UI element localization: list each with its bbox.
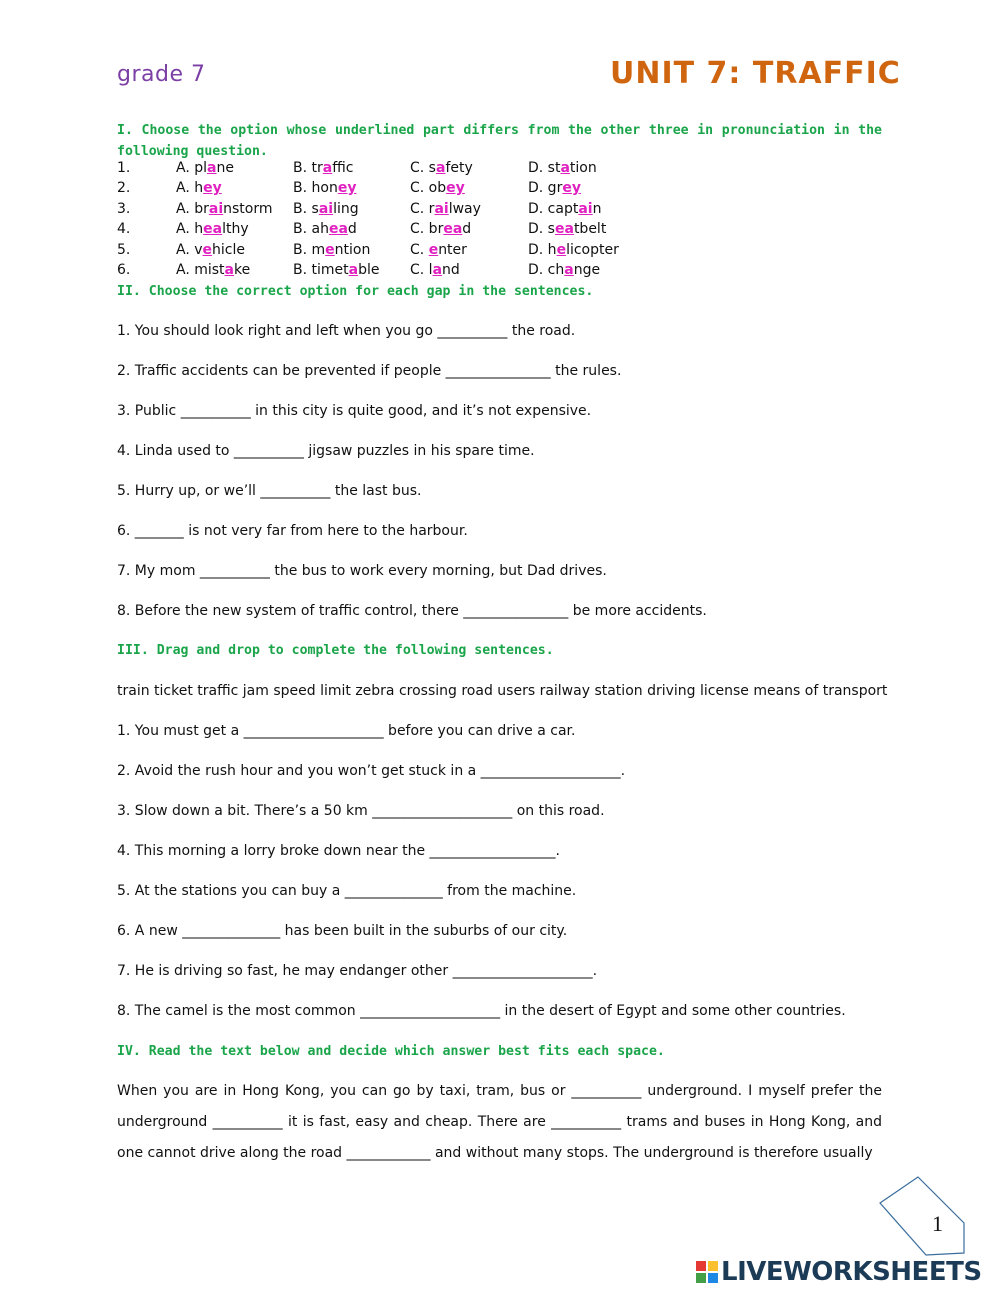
underlined-part: ea	[443, 221, 463, 238]
option-a: A. brainstorm	[176, 200, 273, 217]
option-d: D. seatbelt	[528, 221, 607, 238]
underlined-part: ai	[208, 200, 224, 217]
option-a: A. plane	[176, 160, 234, 176]
option-a: A. vehicle	[176, 241, 245, 258]
s3-sentence-8: 8. The camel is the most common ____________________ in the desert of Egypt and some other countries.	[117, 1003, 846, 1019]
section-1-title: I. Choose the option whose underlined part differs from the other three in pronunciation in the following question.	[117, 123, 882, 159]
s2-sentence-3: 3. Public __________ in this city is quite good, and it’s not expensive.	[117, 403, 592, 419]
option-b: B. traffic	[293, 160, 354, 176]
underlined-part: ai	[434, 200, 449, 217]
option-b: B. timetable	[293, 262, 380, 278]
s2-sentence-1: 1. You should look right and left when you go __________ the road.	[117, 323, 576, 339]
underlined-part: ai	[578, 200, 593, 217]
underlined-part: ea	[554, 221, 574, 238]
option-c: C. land	[410, 262, 460, 278]
s3-sentence-6: 6. A new ______________ has been built in the suburbs of our city.	[117, 923, 568, 939]
underlined-part: e	[325, 241, 335, 258]
option-d: D. station	[528, 160, 597, 176]
logo-mark-icon	[696, 1261, 718, 1283]
reading-passage: When you are in Hong Kong, you can go by taxi, tram, bus or __________ underground. I myself prefer the underground __________ it is fast, easy and cheap. There are __________ trams and buses in Hong Kong, and one cannot drive along the road ____________ and without many stops. The underground is therefore usually	[117, 1083, 882, 1161]
unit-title: UNIT 7: TRAFFIC	[610, 56, 901, 91]
section-4-title: IV. Read the text below and decide which answer best fits each space.	[117, 1044, 665, 1059]
liveworksheets-logo	[696, 1257, 982, 1287]
s3-sentence-7: 7. He is driving so fast, he may endanger other ____________________.	[117, 963, 598, 979]
underlined-part: a	[432, 262, 443, 278]
underlined-part: ey	[337, 180, 357, 197]
option-a: A. healthy	[176, 221, 249, 238]
underlined-part: a	[322, 160, 333, 176]
row-number: 3.	[117, 200, 131, 217]
s2-sentence-2: 2. Traffic accidents can be prevented if people _______________ the rules.	[117, 363, 622, 379]
underlined-part: e	[428, 241, 439, 258]
row-number: 4.	[117, 221, 131, 238]
s2-sentence-8: 8. Before the new system of traffic control, there _______________ be more accidents.	[117, 603, 707, 619]
underlined-part: e	[556, 241, 567, 258]
underlined-part: a	[207, 160, 217, 176]
s2-sentence-7: 7. My mom __________ the bus to work every morning, but Dad drives.	[117, 563, 607, 579]
option-b: B. ahead	[293, 221, 357, 238]
s3-sentence-4: 4. This morning a lorry broke down near the __________________.	[117, 843, 560, 859]
option-c: C. obey	[410, 180, 465, 197]
option-d: D. helicopter	[528, 241, 619, 258]
option-c: C. safety	[410, 160, 473, 176]
option-c: C. bread	[410, 221, 472, 238]
option-d: D. captain	[528, 200, 602, 217]
underlined-part: ea	[203, 221, 223, 238]
section-3-title: III. Drag and drop to complete the following sentences.	[117, 643, 554, 658]
underlined-part: ai	[318, 200, 334, 217]
row-number: 2.	[117, 180, 131, 197]
row-number: 1.	[117, 160, 131, 176]
option-c: C. enter	[410, 241, 467, 258]
option-d: D. change	[528, 262, 601, 278]
option-a: A. hey	[176, 180, 222, 197]
s3-sentence-1: 1. You must get a ____________________ before you can drive a car.	[117, 723, 576, 739]
grade-label: grade 7	[117, 62, 206, 87]
underlined-part: a	[348, 262, 359, 278]
s2-sentence-5: 5. Hurry up, or we’ll __________ the last bus.	[117, 483, 422, 499]
underlined-part: a	[224, 262, 234, 278]
underlined-part: e	[202, 241, 213, 258]
underlined-part: ea	[328, 221, 348, 238]
word-bank: train ticket traffic jam speed limit zebra crossing road users railway station driving license means of transport	[117, 683, 888, 699]
s3-sentence-5: 5. At the stations you can buy a ______________ from the machine.	[117, 883, 577, 899]
page-number-badge	[878, 1175, 968, 1257]
underlined-part: a	[435, 160, 446, 176]
row-number: 5.	[117, 241, 131, 258]
s3-sentence-2: 2. Avoid the rush hour and you won’t get stuck in a ____________________.	[117, 763, 626, 779]
option-b: B. sailing	[293, 200, 359, 217]
underlined-part: a	[564, 262, 574, 278]
row-number: 6.	[117, 262, 131, 278]
option-d: D. grey	[528, 180, 581, 197]
s3-sentence-3: 3. Slow down a bit. There’s a 50 km ____________________ on this road.	[117, 803, 605, 819]
s2-sentence-6: 6. _______ is not very far from here to the harbour.	[117, 523, 468, 539]
option-b: B. honey	[293, 180, 357, 197]
page-number: 1	[932, 1211, 943, 1236]
s2-sentence-4: 4. Linda used to __________ jigsaw puzzles in his spare time.	[117, 443, 535, 459]
underlined-part: a	[560, 160, 570, 176]
section-2-title: II. Choose the correct option for each gap in the sentences.	[117, 284, 594, 299]
option-c: C. railway	[410, 200, 481, 217]
option-b: B. mention	[293, 241, 371, 258]
logo-text: LIVEWORKSHEETS	[721, 1257, 982, 1287]
underlined-part: ey	[203, 180, 222, 197]
option-a: A. mistake	[176, 262, 251, 278]
underlined-part: ey	[446, 180, 465, 197]
underlined-part: ey	[562, 180, 581, 197]
